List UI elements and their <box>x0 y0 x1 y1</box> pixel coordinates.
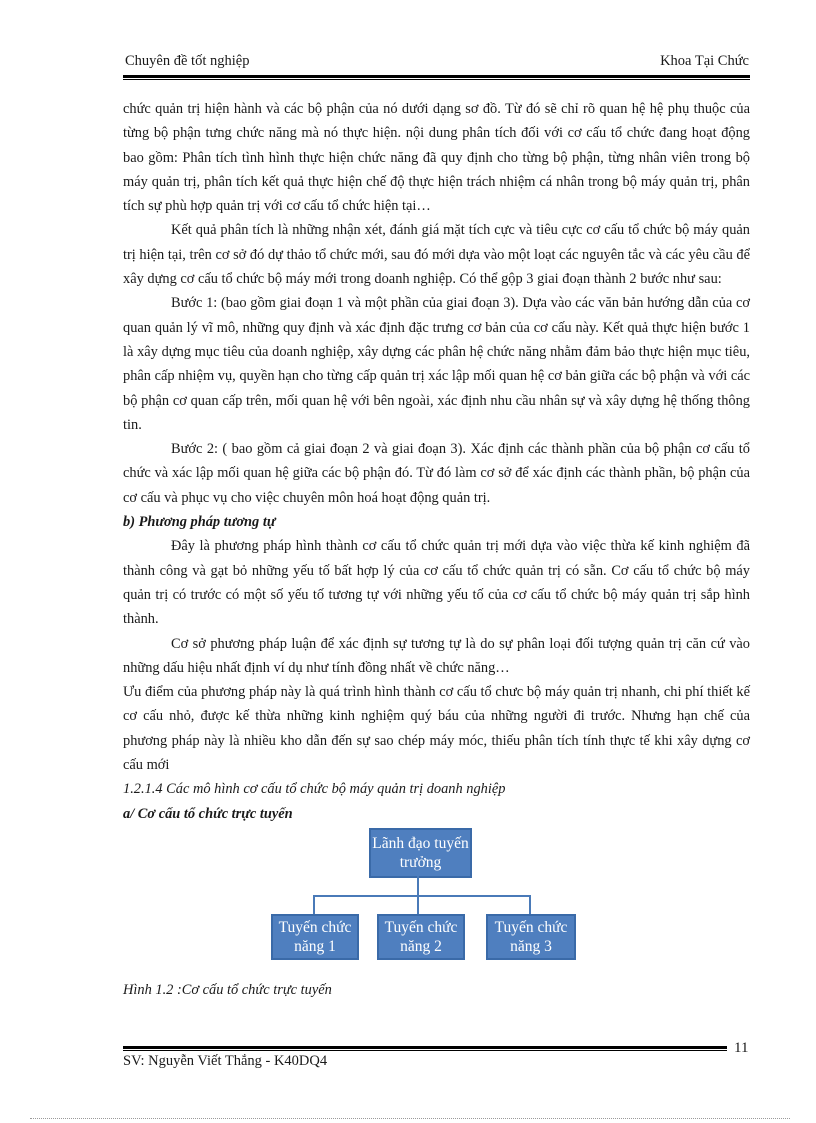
paragraph-step-2: Bước 2: ( bao gồm cả giai đoạn 2 và giai đoạn 3). Xác định các thành phần của bộ phận cơ cấu tổ chức và xác lập mối quan hệ giữa các bộ phận đó. Từ đó làm cơ sở để xác định các thành phần, bộ phận của cơ cấu và phục vụ cho việc chuyên môn hoá hoạt động quản trị. <box>123 441 750 506</box>
connector-vertical-top <box>417 876 419 896</box>
footer-rule <box>123 1046 727 1049</box>
header-rule <box>123 75 750 78</box>
header-faculty: Khoa Tại Chức <box>660 53 749 69</box>
connector-vertical-right <box>529 895 531 915</box>
connector-vertical-left <box>313 895 315 915</box>
org-chart-diagram <box>123 828 750 978</box>
paragraph: Đây là phương pháp hình thành cơ cấu tổ chức quản trị mới dựa vào việc thừa kế kinh nghiệm đã thành công và gạt bỏ những yếu tố bất hợp lý của cơ cấu tổ chức quản trị có sẵn. Cơ cấu tổ chức bộ máy quản trị có trước có một số yếu tố tương tự với những yếu tố của cơ cấu tổ chức bộ máy quản trị sắp hình thành. <box>123 538 750 628</box>
page-number: 11 <box>734 1040 749 1056</box>
figure-caption: Hình 1.2 :Cơ cấu tổ chức trực tuyến <box>123 981 332 998</box>
header-rule-thin <box>123 79 750 80</box>
footer-rule-thin <box>123 1050 727 1051</box>
connector-horizontal <box>313 895 531 897</box>
section-heading-1-2-1-4: 1.2.1.4 Các mô hình cơ cấu tổ chức bộ máy quản trị doanh nghiệp <box>123 781 506 798</box>
section-heading-a: a/ Cơ cấu tổ chức trực tuyến <box>123 805 293 822</box>
paragraph: Cơ sở phương pháp luận để xác định sự tương tự là do sự phân loại đối tượng quản trị căn cứ vào những dấu hiệu nhất định ví dụ như tính đồng nhất về chức năng… <box>123 635 750 676</box>
page-break-line <box>30 1118 790 1119</box>
footer-student: SV: Nguyễn Viết Thắng - K40DQ4 <box>123 1053 328 1069</box>
paragraph: Kết quả phân tích là những nhận xét, đánh giá mặt tích cực và tiêu cực cơ cấu tổ chức bộ máy quản trị hiện tại, trên cơ sở đó dự thảo tổ chức mới, sau đó mới dựa vào một loạt các nguyên tắc và các yêu cầu để xây dựng cơ cấu tổ chức bộ máy mới trong doanh nghiệp. Có thể gộp 3 giai đoạn thành 2 bước như sau: <box>123 222 750 288</box>
connector-vertical-middle <box>417 895 419 915</box>
header-title: Chuyên đề tốt nghiệp <box>125 53 250 69</box>
paragraph-advantages: Ưu điểm của phương pháp này là quá trình hình thành cơ cấu tổ chưc bộ máy quản trị nhanh, chi phí thiết kế cơ cấu nhỏ, được kế thừa những kinh nghiệm quý báu của những người đi trước. Nhưng hạn chế của phương pháp này là nhiều kho dẫn đến sự sao chép máy móc, thiếu phân tích tính thực tế khi xây dựng cơ cấu mới <box>123 684 750 774</box>
paragraph-step-1: Bước 1: (bao gồm giai đoạn 1 và một phần của giai đoạn 3). Dựa vào các văn bản hướng dẫn của cơ quan quản lý vĩ mô, những quy định và xác định đặc trưng cơ bản của cơ cấu này. Kết quả thực hiện bước 1 là xây dựng mục tiêu của doanh nghiệp, xây dựng các phân hệ chức năng nhằm đảm bảo thực hiện mục tiêu, phân cấp nhiệm vụ, quyền hạn cho từng cấp quản trị xác lập mối quan hệ cơ bản giữa các bộ phận và với các bộ phận cơ quan cấp trên, mối quan hệ với bên ngoài, xác định nhu cầu nhân sự và xây dựng hệ thống thông tin. <box>123 295 750 433</box>
paragraph: chức quản trị hiện hành và các bộ phận của nó dưới dạng sơ đồ. Từ đó sẽ chỉ rõ quan hệ hệ phụ thuộc của từng bộ phận tưng chức năng mà nó thực hiện. nội dung phân tích đối với cơ cấu tổ chức đang hoạt động bao gồm: Phân tích tình hình thực hiện chức năng đã quy định cho từng bộ phận, từng nhân viên trong bộ máy quản trị, phân tích kết quả thực hiện chế độ thực hiện trách nhiệm cá nhân trong bộ máy quản trị, phân tích sự phù hợp quản trị với cơ cấu tổ chức hiện tại… <box>123 101 750 215</box>
page-header <box>123 53 749 75</box>
section-heading-b: b) Phương pháp tương tự <box>123 514 276 531</box>
org-chart-top-box: Lãnh đạo tuyến trưởng <box>369 828 472 878</box>
org-chart-child-box-1: Tuyến chức năng 1 <box>271 914 359 960</box>
org-chart-child-box-3: Tuyến chức năng 3 <box>486 914 576 960</box>
document-body <box>123 97 750 1002</box>
org-chart-child-box-2: Tuyến chức năng 2 <box>377 914 465 960</box>
